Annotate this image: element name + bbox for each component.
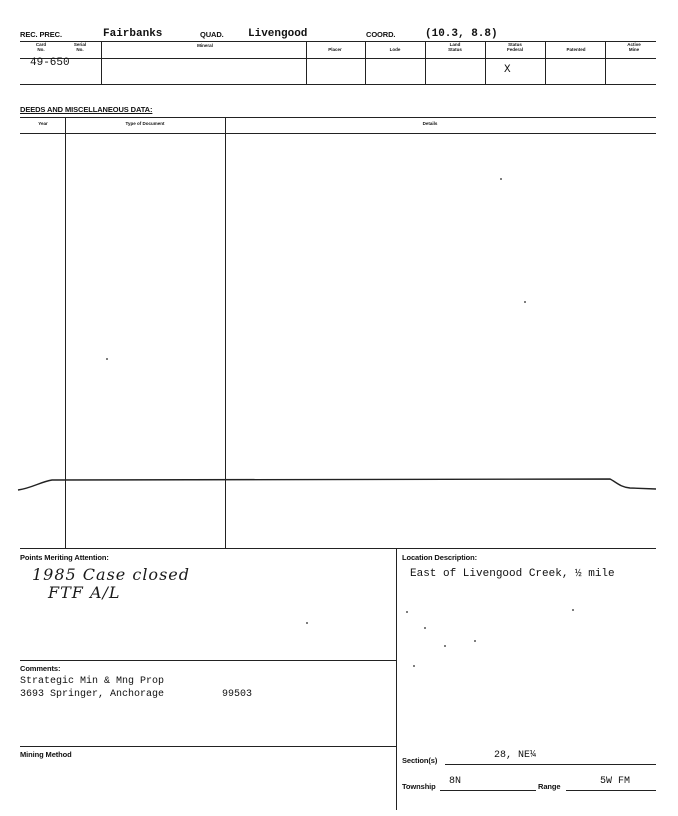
scan-speck bbox=[572, 609, 574, 611]
header-divider bbox=[485, 41, 486, 84]
location-label: Location Description: bbox=[402, 553, 477, 562]
comments-zip: 99503 bbox=[222, 689, 253, 700]
scan-speck bbox=[444, 645, 446, 647]
active-mine-header: Active Mine bbox=[627, 42, 641, 52]
range-value: 5W FM bbox=[600, 776, 631, 787]
serial-no-header: Serial No. bbox=[73, 42, 87, 52]
township-value: 8N bbox=[449, 776, 462, 787]
page-seam-line bbox=[0, 470, 678, 500]
rec-prec-label: REC. PREC. bbox=[20, 30, 62, 39]
scan-speck bbox=[474, 640, 476, 642]
handwritten-note-line1: 1985 Case closed bbox=[32, 565, 190, 584]
status-federal-value: X bbox=[504, 64, 511, 76]
coord-value: (10.3, 8.8) bbox=[425, 28, 498, 40]
lode-header: Lode bbox=[389, 47, 401, 52]
header-divider bbox=[365, 41, 366, 84]
deeds-line-header bbox=[20, 133, 656, 134]
card-no-header: Card No. bbox=[35, 42, 47, 52]
scan-speck bbox=[500, 178, 502, 180]
scan-speck bbox=[413, 665, 415, 667]
placer-header: Placer bbox=[328, 47, 342, 52]
deeds-section-title: DEEDS AND MISCELLANEOUS DATA: bbox=[20, 105, 153, 114]
comments-label: Comments: bbox=[20, 664, 61, 673]
range-label: Range bbox=[538, 782, 561, 791]
year-header: Year bbox=[38, 121, 48, 126]
header-divider bbox=[425, 41, 426, 84]
rec-prec-value: Fairbanks bbox=[103, 28, 163, 40]
land-status-header: Land Status bbox=[448, 42, 462, 52]
township-label: Township bbox=[402, 782, 436, 791]
location-value: East of Livengood Creek, ½ mile bbox=[410, 568, 615, 580]
handwritten-note-line2: FTF A/L bbox=[48, 583, 121, 602]
quad-value: Livengood bbox=[248, 28, 308, 40]
coord-label: COORD. bbox=[366, 30, 396, 39]
range-underline bbox=[566, 790, 656, 791]
header-divider bbox=[101, 41, 102, 84]
section-label: Section(s) bbox=[402, 756, 438, 765]
comments-line2: 3693 Springer, Anchorage bbox=[20, 689, 165, 700]
header-line-bottom bbox=[20, 84, 656, 85]
section-value: 28, NE¼ bbox=[494, 750, 537, 761]
township-underline bbox=[440, 790, 536, 791]
points-label: Points Meriting Attention: bbox=[20, 553, 109, 562]
scan-speck bbox=[424, 627, 426, 629]
deeds-line-top bbox=[20, 117, 656, 118]
header-divider bbox=[545, 41, 546, 84]
details-header: Details bbox=[422, 121, 438, 126]
mining-line-top bbox=[20, 746, 396, 747]
header-line-mid bbox=[20, 58, 656, 59]
scan-speck bbox=[406, 611, 408, 613]
mining-method-label: Mining Method bbox=[20, 750, 72, 759]
mineral-header: Mineral bbox=[197, 43, 213, 48]
header-line-top bbox=[20, 41, 656, 42]
lower-section-top bbox=[20, 548, 656, 549]
scan-speck bbox=[306, 622, 308, 624]
scan-speck bbox=[106, 358, 108, 360]
type-of-document-header: Type of Document bbox=[125, 121, 165, 126]
comments-line-top bbox=[20, 660, 396, 661]
scan-speck bbox=[524, 301, 526, 303]
quad-label: QUAD. bbox=[200, 30, 224, 39]
header-divider bbox=[306, 41, 307, 84]
header-divider bbox=[605, 41, 606, 84]
status-federal-header: Status Federal bbox=[506, 42, 523, 52]
lower-section-divider bbox=[396, 548, 397, 810]
section-underline bbox=[445, 764, 656, 765]
patented-header: Patented bbox=[566, 47, 586, 52]
card-no-value: 49-650 bbox=[30, 57, 70, 69]
comments-line1: Strategic Min & Mng Prop bbox=[20, 676, 165, 687]
